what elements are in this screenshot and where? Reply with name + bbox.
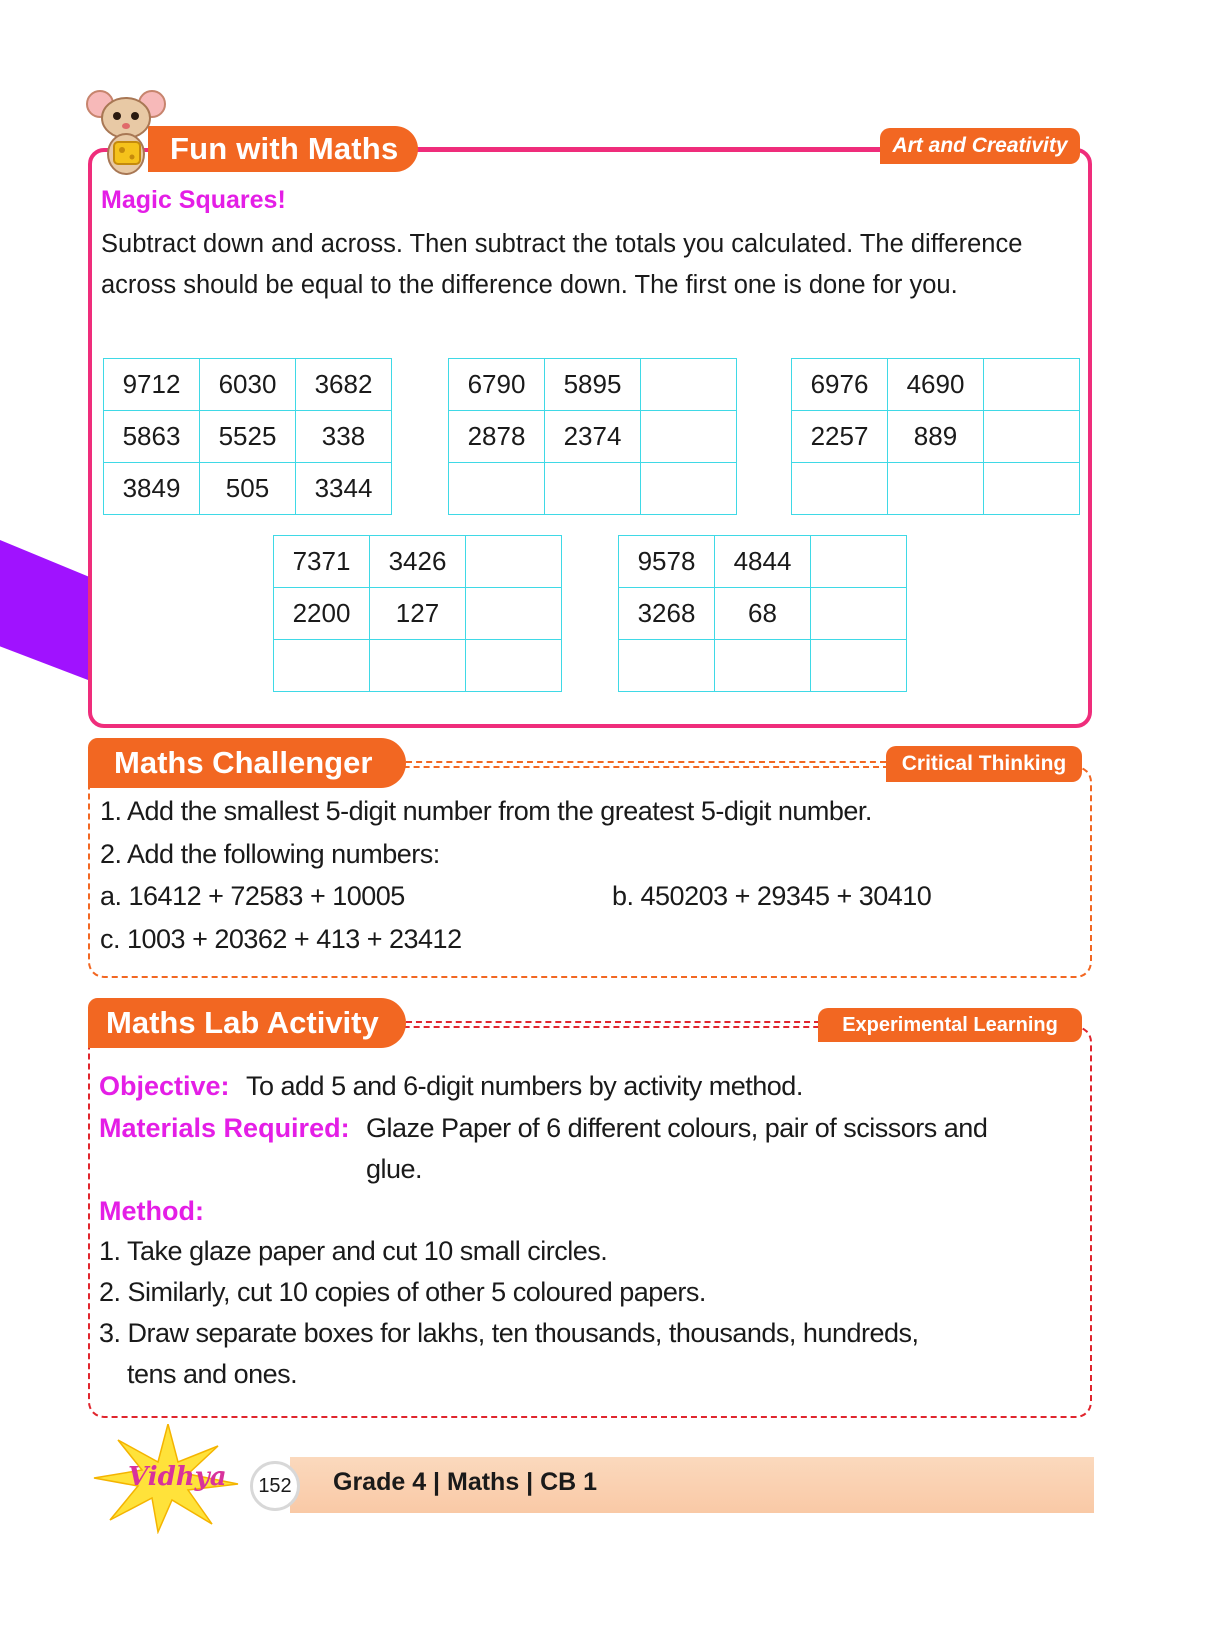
grid-cell: 2878 [449,411,545,463]
answer-cell[interactable] [641,359,737,411]
method-label: Method: [99,1196,204,1226]
answer-cell[interactable] [984,411,1080,463]
answer-cell[interactable] [888,463,984,515]
answer-cell[interactable] [811,640,907,692]
experimental-learning-tag: Experimental Learning [818,1008,1082,1042]
method-step-1: 1. Take glaze paper and cut 10 small circles. [99,1236,608,1266]
challenge-question-1: 1. Add the smallest 5-digit number from the greatest 5-digit number. [100,796,872,826]
grid-cell: 6790 [449,359,545,411]
method-step-3-line1: 3. Draw separate boxes for lakhs, ten thousands, thousands, hundreds, [99,1318,919,1348]
challenge-question-2c: c. 1003 + 20362 + 413 + 23412 [100,924,462,954]
grid-cell: 5525 [200,411,296,463]
materials-text-line2: glue. [366,1154,423,1184]
art-creativity-tag: Art and Creativity [880,128,1080,164]
challenge-question-2: 2. Add the following numbers: [100,839,440,869]
grid-cell: 6976 [792,359,888,411]
grid-cell: 68 [715,588,811,640]
answer-cell[interactable] [811,536,907,588]
grid-cell: 4844 [715,536,811,588]
challenge-question-2b: b. 450203 + 29345 + 30410 [612,881,932,911]
answer-cell[interactable] [641,463,737,515]
grid-cell: 7371 [274,536,370,588]
answer-cell[interactable] [715,640,811,692]
grid-cell: 3268 [619,588,715,640]
answer-cell[interactable] [466,588,562,640]
answer-cell[interactable] [792,463,888,515]
materials-label: Materials Required: [99,1113,350,1143]
answer-cell[interactable] [466,640,562,692]
critical-thinking-tag: Critical Thinking [886,746,1082,782]
method-step-3-line2: tens and ones. [127,1359,298,1389]
grid-cell: 3849 [104,463,200,515]
grid-cell: 3682 [296,359,392,411]
header-divider-line [406,1021,820,1023]
fun-with-maths-title: Fun with Maths [148,126,418,172]
answer-cell[interactable] [984,359,1080,411]
grid-cell: 6030 [200,359,296,411]
answer-cell[interactable] [641,411,737,463]
answer-cell[interactable] [370,640,466,692]
mouse-mascot-icon [86,84,166,180]
maths-challenger-title: Maths Challenger [88,738,406,788]
grid-cell: 2200 [274,588,370,640]
magic-square-2 [448,358,737,515]
grid-cell: 9578 [619,536,715,588]
magic-squares-instruction: Subtract down and across. Then subtract the totals you calculated. The difference across should be equal to the difference down. The first one is done for you. [101,230,1023,299]
grid-cell: 5895 [545,359,641,411]
grid-cell: 4690 [888,359,984,411]
magic-square-1 [103,358,392,515]
page-number: 152 [250,1461,300,1511]
header-divider-line [416,147,881,150]
magic-square-4 [273,535,562,692]
answer-cell[interactable] [984,463,1080,515]
grid-cell: 338 [296,411,392,463]
grid-cell: 505 [200,463,296,515]
answer-cell[interactable] [619,640,715,692]
grid-cell: 5863 [104,411,200,463]
magic-square-5 [618,535,907,692]
magic-square-3 [791,358,1080,515]
answer-cell[interactable] [545,463,641,515]
challenge-question-2a: a. 16412 + 72583 + 10005 [100,881,405,911]
answer-cell[interactable] [811,588,907,640]
answer-cell[interactable] [466,536,562,588]
grid-cell: 3344 [296,463,392,515]
header-divider-line [406,761,886,763]
magic-squares-heading: Magic Squares! [101,186,286,214]
grid-cell: 2257 [792,411,888,463]
grid-cell: 889 [888,411,984,463]
grid-cell: 3426 [370,536,466,588]
objective-text: To add 5 and 6-digit numbers by activity method. [246,1071,803,1101]
grid-cell: 9712 [104,359,200,411]
answer-cell[interactable] [449,463,545,515]
materials-text-line1: Glaze Paper of 6 different colours, pair of scissors and [366,1113,988,1143]
objective-label: Objective: [99,1071,230,1101]
grid-cell: 2374 [545,411,641,463]
footer-title: Grade 4 | Maths | CB 1 [333,1468,598,1496]
decorative-purple-wedge [0,540,88,680]
maths-lab-title: Maths Lab Activity [88,998,406,1048]
logo-wordmark: Vidhya [128,1462,227,1492]
grid-cell: 127 [370,588,466,640]
method-step-2: 2. Similarly, cut 10 copies of other 5 coloured papers. [99,1277,706,1307]
answer-cell[interactable] [274,640,370,692]
